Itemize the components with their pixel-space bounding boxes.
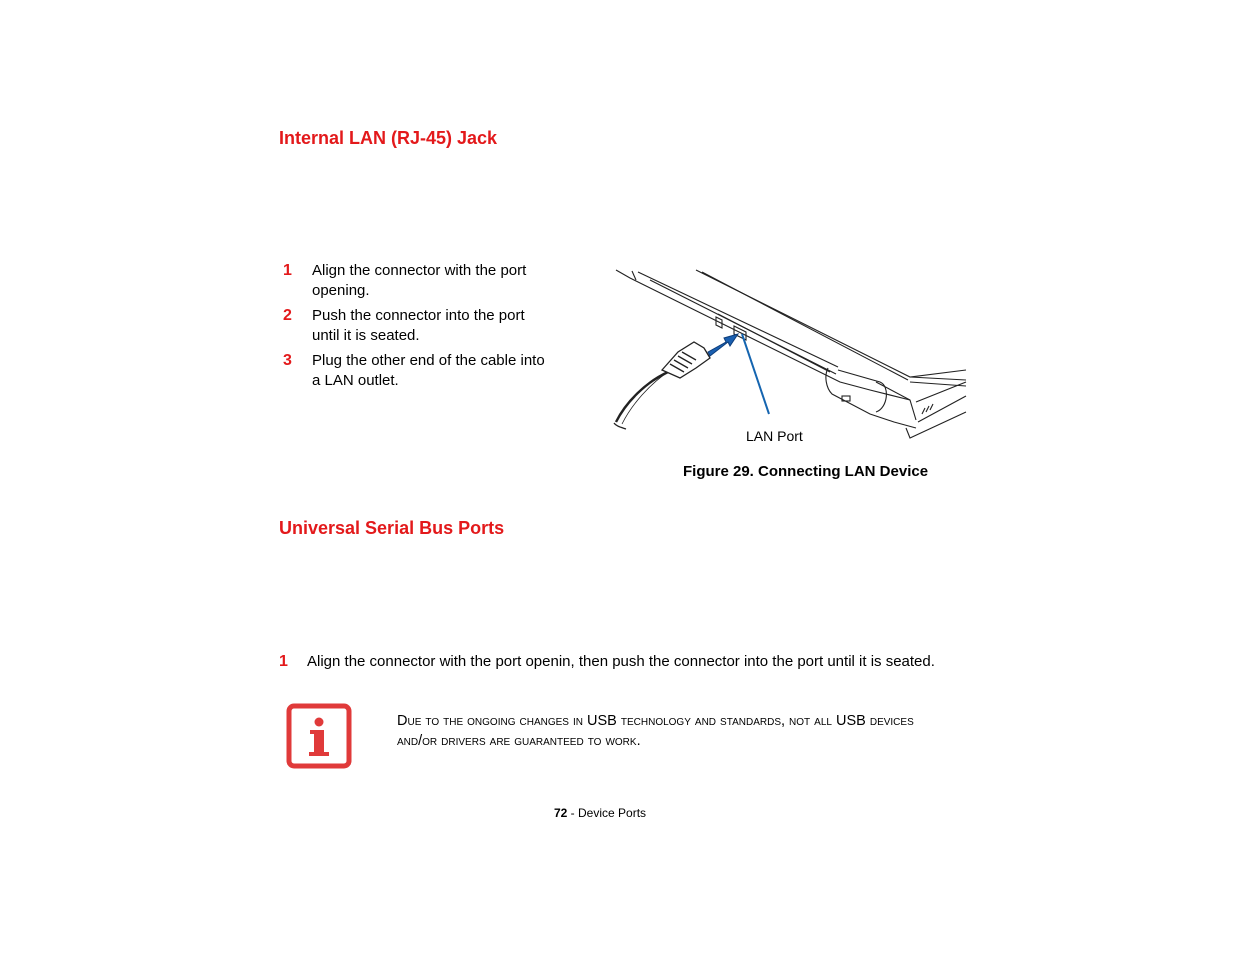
step-number: 1 (283, 262, 292, 279)
usb-step-1 (279, 652, 1039, 674)
lan-step-3 (283, 351, 573, 395)
step-number: 1 (279, 653, 288, 670)
page-footer (0, 806, 1200, 820)
step-number: 2 (283, 307, 292, 324)
step-text: Plug the other end of the cable into a LAN outlet. (312, 352, 545, 389)
laptop-lan-illustration (610, 262, 970, 452)
step-text: Align the connector with the port openin, then push the connector into the port until it is seated. (307, 653, 935, 670)
info-icon (286, 703, 352, 769)
footer-separator: - (567, 806, 578, 820)
step-text: Align the connector with the port opening. (312, 262, 527, 299)
step-text: Push the connector into the port until it is seated. (312, 307, 525, 344)
lan-figure (610, 262, 970, 452)
usb-note (397, 711, 1037, 751)
section-title-usb: Universal Serial Bus Ports (279, 518, 505, 538)
footer-section: Device Ports (578, 806, 647, 820)
section-title-lan: Internal LAN (RJ-45) Jack (279, 128, 498, 148)
page-number: 72 (553, 806, 568, 820)
note-line-1: Due to the ongoing changes in USB technology and standards, not all USB devices (397, 713, 914, 729)
lan-step-2 (283, 306, 573, 350)
step-number: 3 (283, 352, 292, 369)
lan-step-1 (283, 261, 573, 305)
note-line-2: and/or drivers are guaranteed to work. (397, 733, 641, 749)
figure-caption: Figure 29. Connecting LAN Device (683, 463, 929, 480)
lan-port-label: LAN Port (746, 428, 803, 444)
